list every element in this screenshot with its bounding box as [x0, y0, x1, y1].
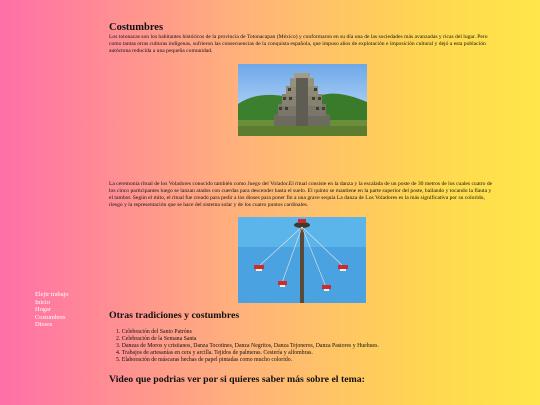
otras-title: Otras tradiciones y costumbres [109, 310, 240, 321]
sidebar-item-costumbres[interactable]: Costumbres [35, 313, 66, 321]
video-title: Video que podrias ver por si quieres saber más sobre el tema: [109, 374, 365, 385]
list-item: 1. Celebración del Santo Patróns [116, 329, 495, 336]
list-item: 5. Elaboración de máscaras hechas de papel pintadas como mucho colorido. [116, 357, 495, 364]
voladores-paragraph: La ceremonia ritual de los Voladores conocido también como Juego del Volador.El ritual consiste en la danza y la escalada de un poste de 30 metros de los cuales cuatro de los cinco participantes luego se lanzan atados con cuerdas para descender hasta el suelo. El quinto se mantiene en la parte superior del poste, bailando y tocando la flauta y el tambor. Según el mito, el ritual fue creado para pedir a los dioses para poner fin a una grave sequía La danza de Los Voladores es la más significativa por su colorido, riesgo y la representación que se hace del sistema solar y de los cuatro puntos cardinales. [109, 181, 493, 208]
pyramid-image [238, 64, 367, 136]
otras-list [109, 329, 495, 364]
voladores-image-wrap [109, 217, 495, 303]
main-content [109, 22, 495, 386]
list-item: 2. Celebración de la Semana Santa [116, 336, 495, 343]
list-item: 3. Danzas de Moros y cristianos, Danza Tocotines, Danza Negritos, Danza Tejoneros, Danza Pastores y Huehues. [116, 343, 495, 350]
list-item: 4. Trabajos de artesanías en cera y arcilla. Tejidos de palmeras. Cestería y alfombras. [116, 350, 495, 357]
sidebar-item-inicio[interactable]: Inicio [35, 298, 50, 306]
sidebar-item-hogar[interactable]: Hogar [35, 306, 51, 314]
voladores-image [238, 217, 366, 303]
sidebar-nav [35, 291, 69, 329]
page-title: Costumbres [109, 22, 164, 33]
sidebar-item-elejir-trabajo[interactable]: Elejir trabajo [35, 291, 69, 298]
pyramid-image-wrap [109, 64, 495, 136]
sidebar-item-dioses[interactable]: Dioses [35, 321, 53, 329]
intro-paragraph: Los totonacas son los habitantes históricos de la provincia de Totonacapan (México) y conformaron en su día una de las sociedades más avanzadas y ricas del lugar. Pero como tantas otras culturas indígenas, sufrieron las consecuencias de la conquista española, que impuso años de explotación e imposición cultural y dejó a esta población autóctona reducida a una pequeña comunidad. [109, 34, 488, 54]
